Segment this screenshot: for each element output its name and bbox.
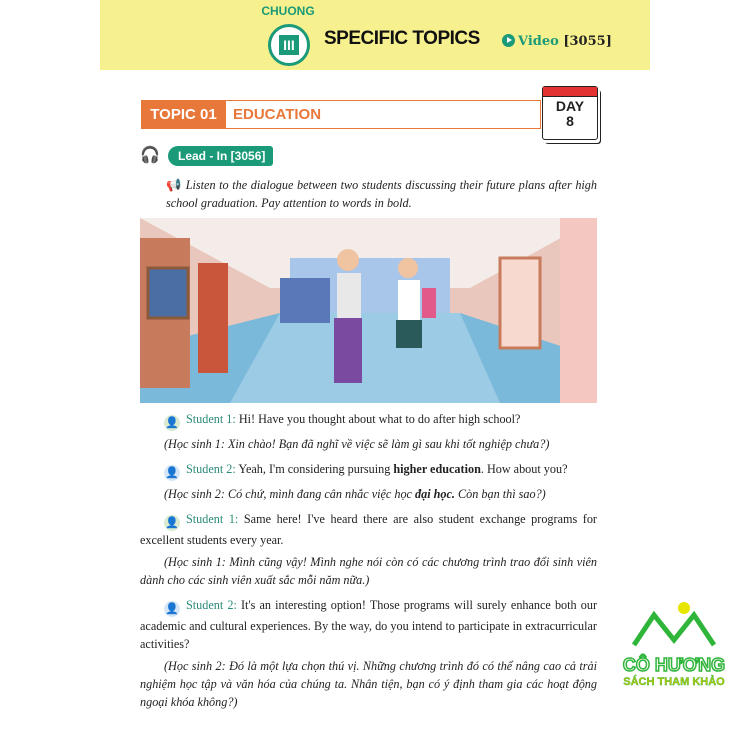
student-1-avatar: 👤 xyxy=(165,417,179,429)
dialogue-line-1 xyxy=(140,410,597,453)
translation: (Học sinh 2: Có chứ, mình đang cân nhắc việc học xyxy=(164,487,416,501)
translation: Còn bạn thì sao?) xyxy=(454,487,546,501)
dialogue-line-4 xyxy=(140,596,597,711)
speaker: Student 1: xyxy=(186,512,239,526)
student-2-avatar: 👤 xyxy=(165,603,179,615)
day-label: DAY xyxy=(555,98,585,114)
student-2-avatar: 👤 xyxy=(165,467,179,479)
video-link[interactable] xyxy=(502,34,612,49)
school-hallway-illustration xyxy=(140,218,597,403)
line-text: It's an interesting option! Those programs will surely enhance both our academic and cultural experiences. By the way, do you intend to participate in extracurricular activities? xyxy=(140,598,597,651)
dialogue-line-2 xyxy=(140,460,597,503)
dialogue-line-3 xyxy=(140,510,597,589)
watermark-line-1: CÔ HƯƠNG xyxy=(622,655,726,675)
instruction xyxy=(166,176,597,212)
student-1-avatar: 👤 xyxy=(165,517,179,529)
line-text: Hi! Have you thought about what to do after high school? xyxy=(238,412,521,426)
headphones-icon: 🎧 xyxy=(140,147,160,164)
chapter-number: III xyxy=(279,35,299,55)
bold-term: đại học. xyxy=(415,487,455,501)
watermark-line-2: SÁCH THAM KHẢO xyxy=(623,676,725,688)
line-text: Same here! I've heard there are also student exchange programs for excellent students every year. xyxy=(140,512,597,547)
day-number: 8 xyxy=(566,113,574,129)
bold-term: higher education xyxy=(393,462,481,476)
watermark-logo xyxy=(604,600,744,688)
topic-bar xyxy=(141,100,541,129)
instruction-text: Listen to the dialogue between two students discussing their future plans after high school graduation. Pay attention to words in bold. xyxy=(166,178,597,210)
video-label: Video xyxy=(518,34,559,49)
line-text: Yeah, I'm considering pursuing xyxy=(238,462,394,476)
translation: (Học sinh 1: Xin chào! Bạn đã nghĩ về việc sẽ làm gì sau khi tốt nghiệp chưa?) xyxy=(164,437,550,451)
translation: (Học sinh 1: Mình cũng vậy! Mình nghe nói còn có các chương trình trao đổi sinh viên dành cho các sinh viên xuất sắc mỗi năm nữa.) xyxy=(140,555,597,587)
topic-name: EDUCATION xyxy=(233,106,322,123)
calendar-icon xyxy=(542,86,598,140)
speaker: Student 2: xyxy=(186,598,237,612)
lesson-content xyxy=(140,176,597,711)
translation: (Học sinh 2: Đó là một lựa chọn thú vị. Những chương trình đó có thể nâng cao cả trải nghiệm học tập và văn hóa của chúng ta. Nhân tiện, bạn có ý định tham gia các hoạt động ngoại khóa không?) xyxy=(140,659,597,709)
speaker: Student 1: xyxy=(186,412,236,426)
video-code: [3055] xyxy=(563,34,612,49)
chapter-label: CHUONG xyxy=(261,4,315,18)
play-icon xyxy=(502,34,515,47)
line-text: . How about you? xyxy=(480,462,568,476)
megaphone-icon: 📢 xyxy=(166,178,182,192)
book-logo-icon xyxy=(624,600,724,650)
chapter-badge xyxy=(268,24,310,66)
chapter-title: SPECIFIC TOPICS xyxy=(324,28,480,49)
topic-label: TOPIC 01 xyxy=(141,100,226,129)
chapter-header xyxy=(100,0,650,70)
speaker: Student 2: xyxy=(186,462,236,476)
lead-in-label: Lead - In [3056] xyxy=(168,146,273,166)
